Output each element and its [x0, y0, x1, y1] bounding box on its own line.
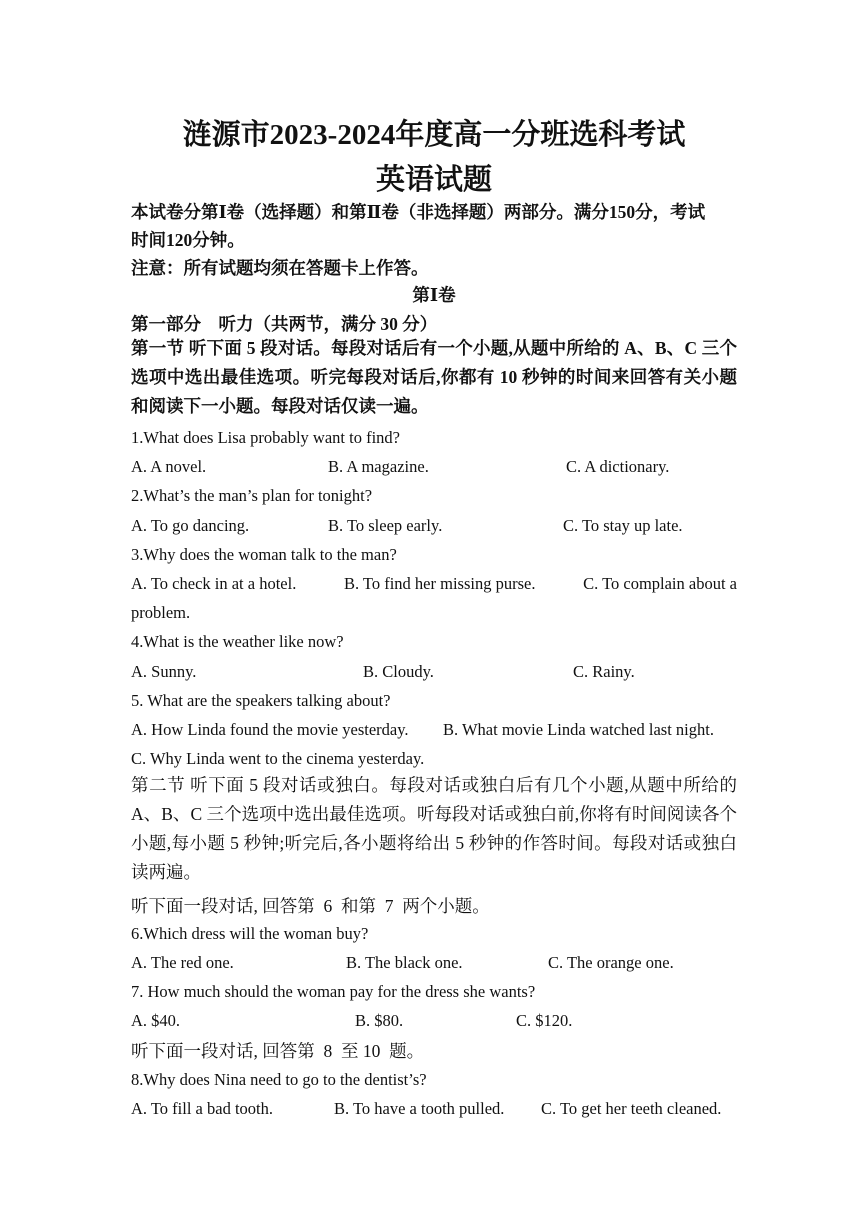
question-6: 6.Which dress will the woman buy? — [131, 924, 369, 943]
intro-line-2: 时间120分钟。 — [131, 230, 245, 250]
q3-option-b: B. To find her missing purse. — [343, 574, 536, 593]
q3-options-row — [131, 574, 737, 594]
q4-option-c: C. Rainy. — [573, 662, 635, 681]
question-2: 2.What’s the man’s plan for tonight? — [131, 486, 373, 505]
instruction-q6-q7: 听下面一段对话, 回答第 6 和第 7 两个小题。 — [131, 896, 490, 916]
question-3: 3.Why does the woman talk to the man? — [131, 545, 397, 564]
q7-option-c: C. $120. — [516, 1011, 573, 1030]
q8-option-c: C. To get her teeth cleaned. — [541, 1099, 722, 1118]
section1-instructions: 第一节 听下面 5 段对话。每段对话后有一个小题,从题中所给的 A、B、C 三个选项中选出最佳选项。听完每段对话后,你都有 10 秒钟的时间来回答有关小题和阅读下一小题。每段对话仅读一遍。 — [131, 338, 737, 416]
q6-option-b: B. The black one. — [346, 953, 463, 972]
q3-option-a: A. To check in at a hotel. — [131, 574, 297, 593]
volume-title: 第Ⅰ卷 — [412, 285, 456, 305]
q2-option-a: A. To go dancing. — [131, 516, 250, 535]
q7-option-a: A. $40. — [131, 1011, 181, 1030]
question-8: 8.Why does Nina need to go to the dentist’s? — [131, 1070, 427, 1089]
q5-option-b: B. What movie Linda watched last night. — [443, 720, 714, 739]
q1-option-a: A. A novel. — [131, 457, 207, 476]
q8-option-b: B. To have a tooth pulled. — [334, 1099, 505, 1118]
q1-option-b: B. A magazine. — [328, 457, 429, 476]
question-4: 4.What is the weather like now? — [131, 632, 344, 651]
q6-option-c: C. The orange one. — [548, 953, 674, 972]
part1-heading: 第一部分 听力（共两节，满分 30 分） — [131, 314, 438, 334]
q3-option-c: C. To complain about a — [583, 574, 737, 593]
q2-option-b: B. To sleep early. — [328, 516, 443, 535]
intro-line-1: 本试卷分第Ⅰ卷（选择题）和第Ⅱ卷（非选择题）两部分。满分150分，考试 — [131, 202, 706, 222]
q2-option-c: C. To stay up late. — [563, 516, 683, 535]
section2-instructions: 第二节 听下面 5 段对话或独白。每段对话或独白后有几个小题,从题中所给的 A、B、C 三个选项中选出最佳选项。听每段对话或独白前,你将有时间阅读各个小题,每小题 5 秒钟;听完后,各小题将给出 5 秒钟的作答时间。每段对话或独白读两遍。 — [131, 775, 737, 882]
q4-option-b: B. Cloudy. — [363, 662, 434, 681]
q3-option-c-continued: problem. — [131, 603, 191, 622]
question-5: 5. What are the speakers talking about? — [131, 691, 391, 710]
instruction-q8-q10: 听下面一段对话, 回答第 8 至 10 题。 — [131, 1041, 425, 1061]
q1-option-c: C. A dictionary. — [566, 457, 670, 476]
notice: 注意：所有试题均须在答题卡上作答。 — [131, 258, 429, 278]
exam-subtitle: 英语试题 — [375, 164, 492, 196]
question-1: 1.What does Lisa probably want to find? — [131, 428, 400, 447]
question-7: 7. How much should the woman pay for the dress she wants? — [131, 982, 536, 1001]
q6-option-a: A. The red one. — [131, 953, 234, 972]
q8-option-a: A. To fill a bad tooth. — [131, 1099, 273, 1118]
exam-title: 涟源市2023-2024年度高一分班选科考试 — [182, 119, 686, 151]
q5-option-a: A. How Linda found the movie yesterday. — [131, 720, 409, 739]
q4-option-a: A. Sunny. — [131, 662, 197, 681]
q5-option-c: C. Why Linda went to the cinema yesterday. — [131, 749, 425, 768]
q7-option-b: B. $80. — [355, 1011, 404, 1030]
